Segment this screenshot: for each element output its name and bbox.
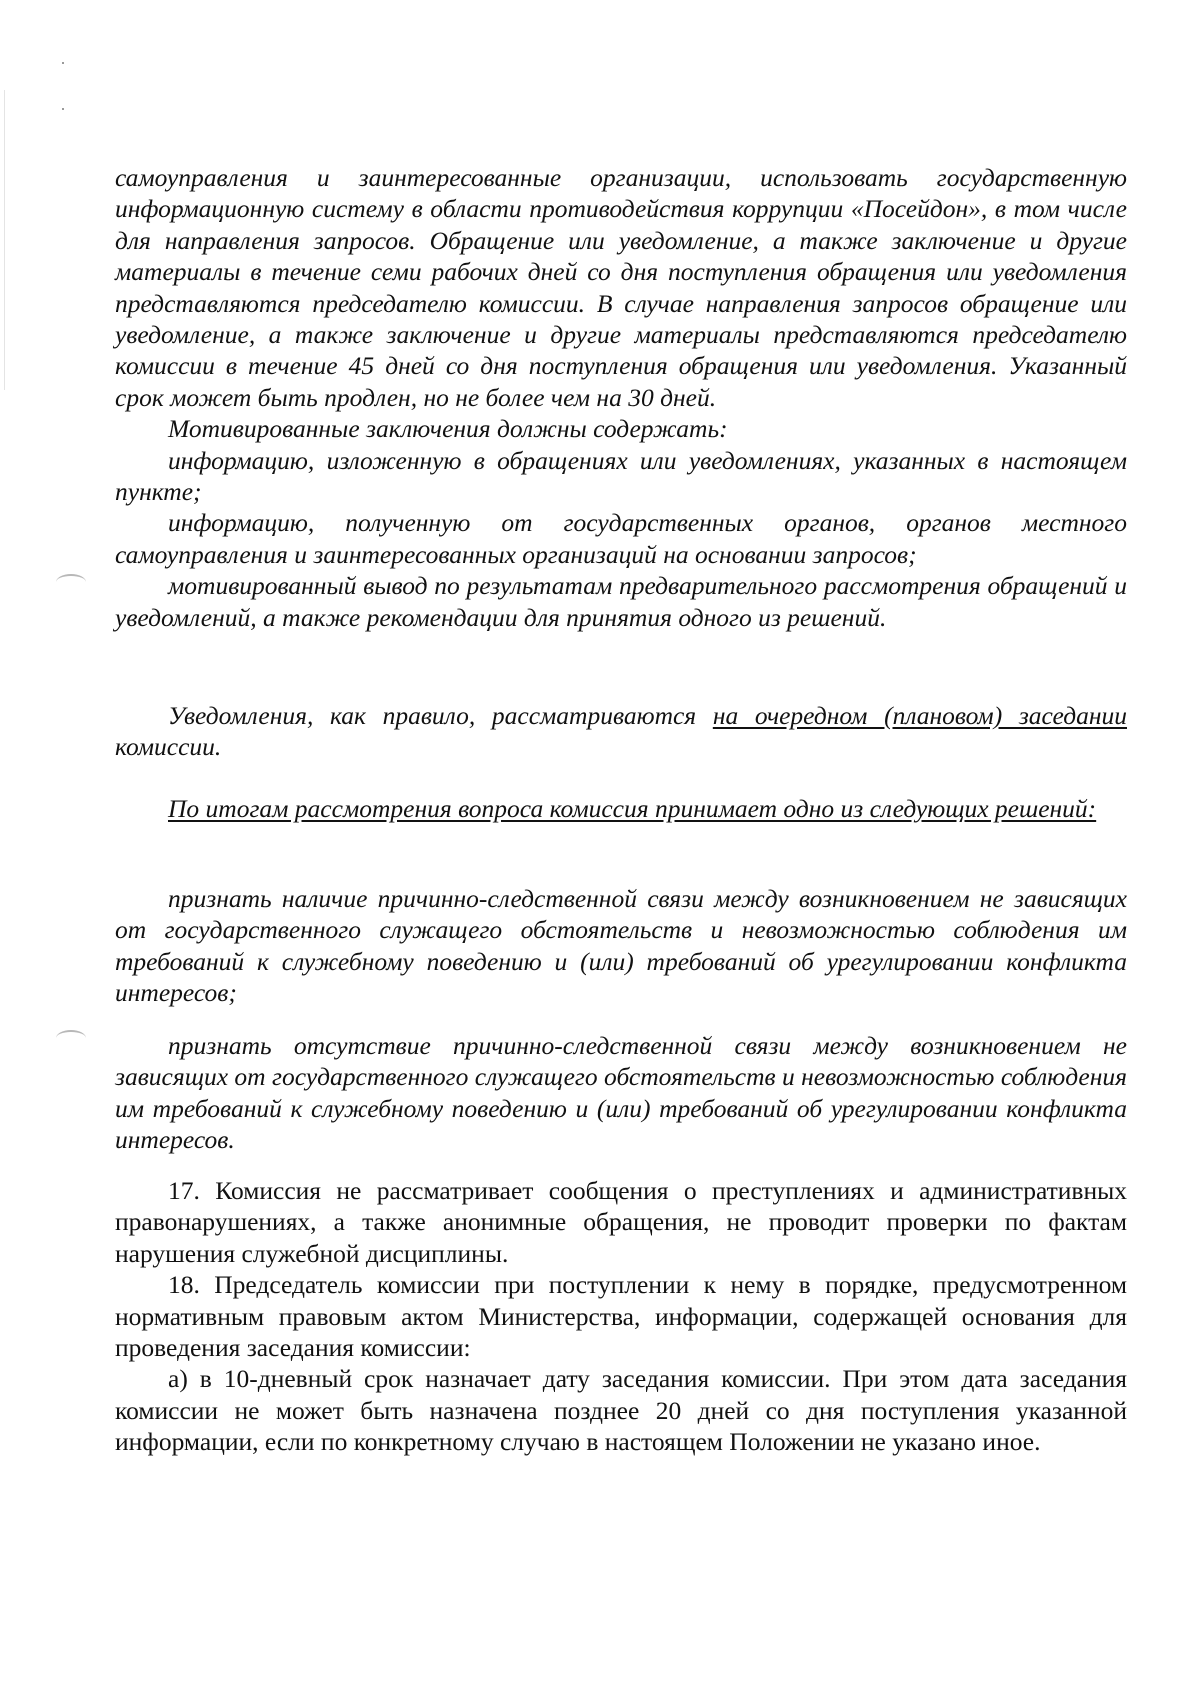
clauses-section xyxy=(115,1175,1127,1458)
decision-absence-text: признать отсутствие причинно-следственной связи между возникновением не зависящих от государственного служащего обстоятельств и невозможностью соблюдения им требований к служебному поведению и (или) требований об урегулировании конфликта интересов. xyxy=(115,1031,1127,1155)
decision-presence-text: признать наличие причинно-следственной связи между возникновением не зависящих от государственного служащего обстоятельств и невозможностью соблюдения им требований к служебному поведению и (или) требований об урегулировании конфликта интересов; xyxy=(115,884,1127,1008)
clause-18-a: а) в 10-дневный срок назначает дату заседания комиссии. При этом дата заседания комиссии не может быть назначена позднее 20 дней со дня поступления указанной информации, если по конкретному случаю в настоящем Положении не указано иное. xyxy=(115,1364,1127,1457)
paragraph-requests: самоуправления и заинтересованные организации, использовать государственную информационную систему в области противодействия коррупции «Посейдон», в том числе для направления запросов. Обращение или уведомление, а также заключение и другие материалы в течение семи рабочих дней со дня поступления обращения или уведомления представляются председателю комиссии. В случае направления запросов обращение или уведомление, а также заключение и другие материалы представляются председателю комиссии в течение 45 дней со дня поступления обращения или уведомления. Указанный срок может быть продлен, но не более чем на 30 дней. xyxy=(115,163,1127,412)
scan-speck xyxy=(62,108,64,110)
paragraph-notifications-review xyxy=(115,700,1127,763)
decision-presence xyxy=(115,883,1127,1009)
paragraph-info-agencies: информацию, полученную от государственных органов, органов местного самоуправления и заинтересованных организаций на основании запросов; xyxy=(115,508,1127,569)
clause-18: 18. Председатель комиссии при поступлении к нему в порядке, предусмотренном нормативным правовым актом Министерства, информации, содержащей основания для проведения заседания комиссии: xyxy=(115,1270,1127,1363)
notifications-tail: комиссии. xyxy=(115,732,222,762)
paragraph-conclusions-content: Мотивированные заключения должны содержать: xyxy=(168,414,728,444)
decisions-heading-section xyxy=(115,793,1127,824)
scan-speck xyxy=(62,62,64,64)
notifications-underlined: на очередном (плановом) заседании xyxy=(712,701,1127,730)
punch-hole-mark xyxy=(56,574,86,590)
motivated-conclusions-section xyxy=(115,162,1127,633)
decision-absence xyxy=(115,1030,1127,1156)
paragraph-info-notifications: информацию, изложенную в обращениях или уведомлениях, указанных в настоящем пункте; xyxy=(115,445,1127,507)
decisions-heading: По итогам рассмотрения вопроса комиссия принимает одно из следующих решений: xyxy=(168,794,1097,823)
notifications-section xyxy=(115,700,1127,763)
punch-hole-mark xyxy=(56,1030,86,1046)
notifications-lead: Уведомления, как правило, рассматриваются xyxy=(168,701,713,730)
scan-edge xyxy=(4,90,5,390)
paragraph-motivated-output: мотивированный вывод по результатам предварительного рассмотрения обращений и уведомлений, а также рекомендации для принятия одного из решений. xyxy=(115,571,1127,632)
clause-17: 17. Комиссия не рассматривает сообщения о преступлениях и административных правонарушениях, а также анонимные обращения, не проводит проверки по фактам нарушения служебной дисциплины. xyxy=(115,1176,1127,1268)
